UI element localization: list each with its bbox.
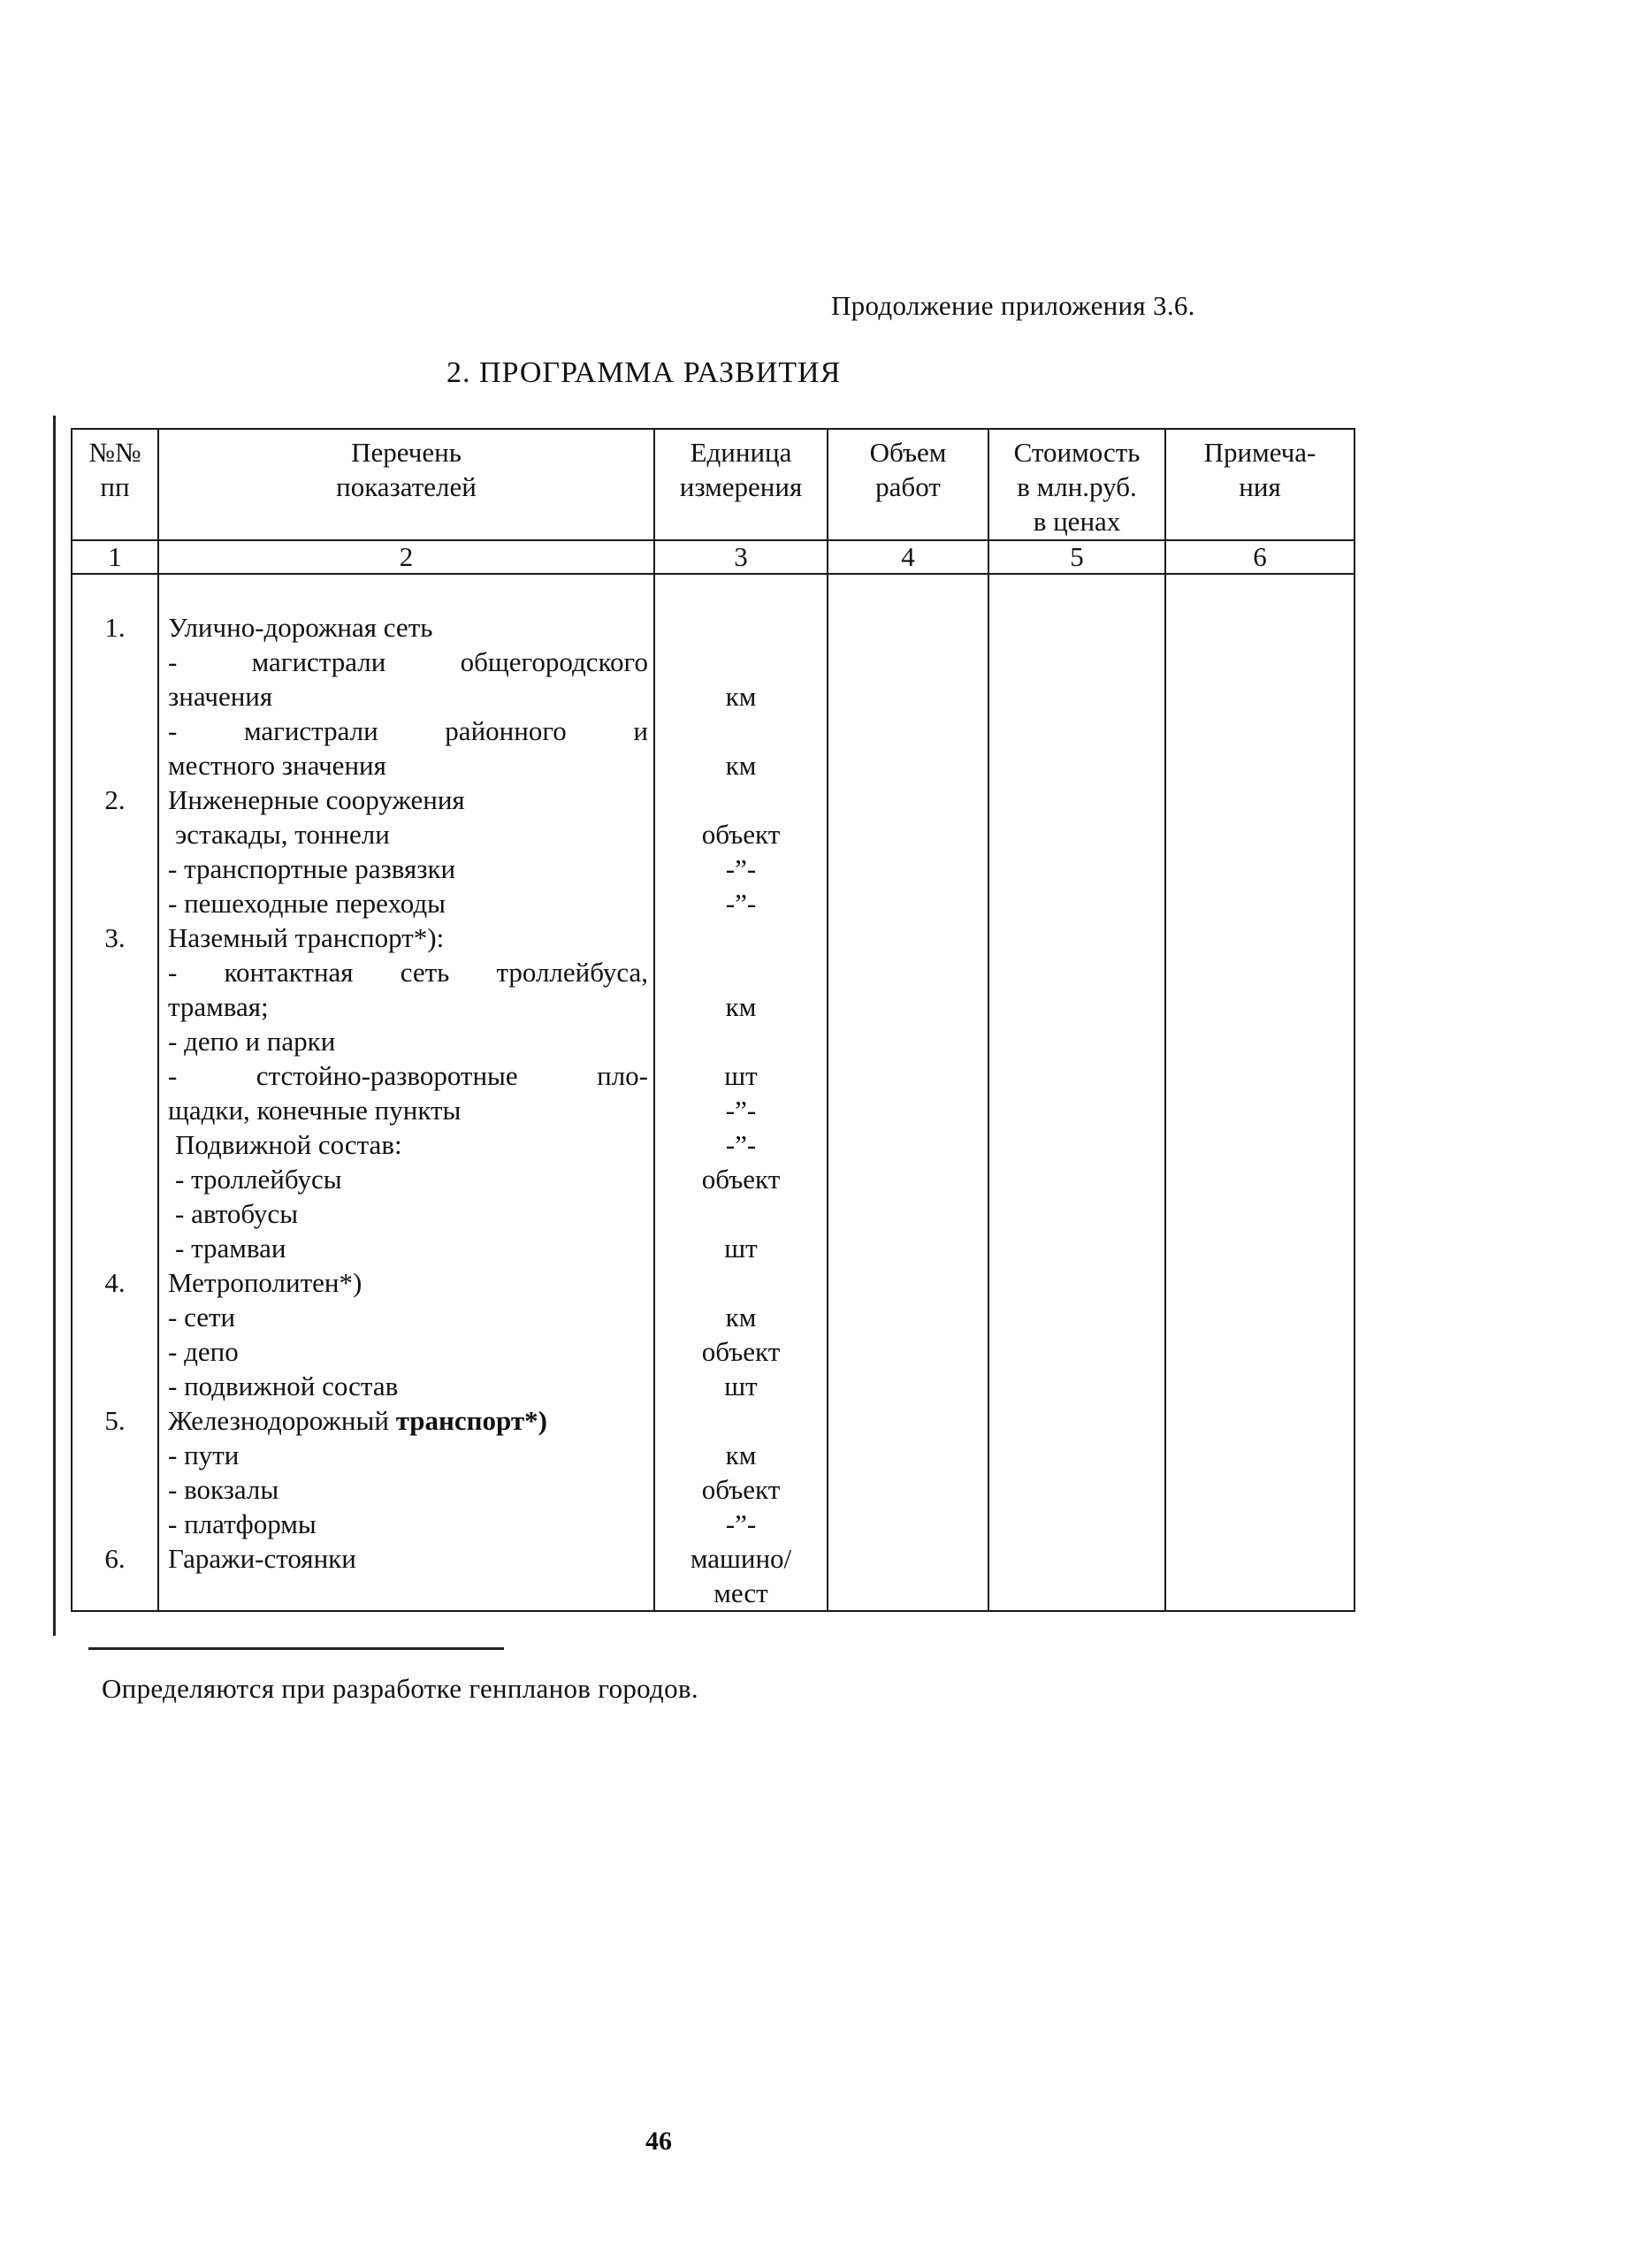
row-indicator: Инженерные сооружения [158,783,654,817]
row-number [72,748,158,783]
table-row [72,1093,1354,1127]
row-number: 6. [72,1541,158,1576]
footnote-text: Определяются при разработке генпланов городов. [102,1673,698,1704]
table-row [72,645,1354,679]
row-indicator: эстакады, тоннели [158,817,654,851]
table-row [72,920,1354,955]
row-number [72,851,158,886]
table-row [72,1024,1354,1058]
row-indicator: местного значения [158,748,654,783]
table-row [72,1403,1354,1438]
row-indicator: Наземный транспорт*): [158,920,654,955]
row-indicator: - транспортные развязки [158,851,654,886]
row-number [72,1196,158,1231]
row-indicator: - автобусы [158,1196,654,1231]
table-row [72,989,1354,1024]
row-indicator: - пути [158,1438,654,1472]
header-line: ния [1239,471,1281,502]
header-col-volume [828,429,988,540]
row-unit: -”- [654,1127,828,1162]
margin-rule [53,416,56,1636]
row-indicator: - трамваи [158,1231,654,1265]
row-number [72,1438,158,1472]
row-unit [654,783,828,817]
header-line: Объем [869,437,947,468]
table-row [72,1334,1354,1369]
row-unit: км [654,1438,828,1472]
table-row [72,748,1354,783]
table-row [72,1265,1354,1300]
row-indicator: - контактная сеть троллейбуса, [158,955,654,989]
row-unit: объект [654,817,828,851]
row-number [72,1472,158,1507]
table-header-row [72,429,1354,540]
row-number [72,1300,158,1334]
row-unit: км [654,748,828,783]
header-line: Единица [690,437,792,468]
table-row [72,886,1354,920]
header-col-number [72,429,158,540]
row-indicator: щадки, конечные пункты [158,1093,654,1127]
table-body [72,574,1354,1611]
row-indicator: Подвижной состав: [158,1127,654,1162]
table-row [72,1472,1354,1507]
table-row [72,610,1354,645]
row-indicator: - троллейбусы [158,1162,654,1196]
table-spacer-row [72,574,1354,610]
row-number [72,714,158,748]
header-line: в ценах [1033,506,1121,537]
table-row [72,1196,1354,1231]
row-number [72,1093,158,1127]
row-indicator: - платформы [158,1507,654,1541]
row-indicator: - депо [158,1334,654,1369]
row-unit: шт [654,1058,828,1093]
row-indicator: - магистрали районного и [158,714,654,748]
row-number: 3. [72,920,158,955]
indicator-part: Железнодорожный [168,1405,396,1436]
table-row [72,714,1354,748]
row-number [72,1231,158,1265]
row-unit [654,1024,828,1058]
table-row [72,955,1354,989]
row-number [72,1127,158,1162]
row-indicator: - магистрали общегородского [158,645,654,679]
table-row [72,1058,1354,1093]
header-line: в млн.руб. [1017,471,1137,502]
footnote-rule [88,1647,504,1650]
table-row [72,817,1354,851]
header-line: пп [100,471,130,502]
row-unit: -”- [654,1093,828,1127]
table-row [72,1162,1354,1196]
row-unit: шт [654,1369,828,1403]
row-number [72,955,158,989]
row-indicator [158,1403,654,1438]
indicator-part-bold: транспорт*) [395,1405,547,1436]
table-row [72,783,1354,817]
row-unit: объект [654,1472,828,1507]
row-number [72,1576,158,1611]
row-unit: км [654,989,828,1024]
row-indicator: трамвая; [158,989,654,1024]
row-indicator: - пешеходные переходы [158,886,654,920]
row-unit [654,714,828,748]
row-unit: мест [654,1576,828,1611]
row-number: 5. [72,1403,158,1438]
row-unit [654,1265,828,1300]
row-number [72,1024,158,1058]
header-col-indicators [158,429,654,540]
table-row [72,1231,1354,1265]
row-indicator [158,1576,654,1611]
row-number: 2. [72,783,158,817]
column-number: 1 [72,540,158,574]
row-number [72,886,158,920]
row-unit: машино/ [654,1541,828,1576]
row-unit: объект [654,1162,828,1196]
table-row [72,1576,1354,1611]
row-unit [654,645,828,679]
row-indicator: - депо и парки [158,1024,654,1058]
header-col-cost [988,429,1165,540]
row-unit [654,955,828,989]
column-number: 5 [988,540,1165,574]
row-number [72,645,158,679]
header-line: показателей [336,471,477,502]
row-unit [654,920,828,955]
header-line: Примеча- [1203,437,1316,468]
header-line: измерения [679,471,803,502]
row-indicator: - стстойно-разворотные пло- [158,1058,654,1093]
table-row [72,851,1354,886]
row-number [72,989,158,1024]
header-line: Стоимость [1013,437,1141,468]
row-unit [654,1403,828,1438]
page-number: 46 [645,2127,672,2156]
table-row [72,679,1354,714]
header-col-unit [654,429,828,540]
table-row [72,1438,1354,1472]
row-indicator: - сети [158,1300,654,1334]
row-number: 4. [72,1265,158,1300]
development-program-table [71,428,1355,1612]
column-number: 6 [1165,540,1354,574]
row-number [72,817,158,851]
row-indicator: Гаражи-стоянки [158,1541,654,1576]
row-indicator: Метрополитен*) [158,1265,654,1300]
row-unit: км [654,679,828,714]
row-number: 1. [72,610,158,645]
row-number [72,1058,158,1093]
section-title: 2. ПРОГРАММА РАЗВИТИЯ [446,356,842,389]
row-number [72,1369,158,1403]
row-indicator: значения [158,679,654,714]
column-number: 2 [158,540,654,574]
row-unit [654,1196,828,1231]
row-number [72,1334,158,1369]
row-unit: км [654,1300,828,1334]
row-unit: -”- [654,886,828,920]
header-line: Перечень [351,437,462,468]
table-row [72,1507,1354,1541]
table-row [72,1369,1354,1403]
column-number: 3 [654,540,828,574]
row-unit [654,610,828,645]
row-unit: -”- [654,1507,828,1541]
row-number [72,1507,158,1541]
continuation-caption: Продолжение приложения 3.6. [831,290,1195,321]
table-row [72,1300,1354,1334]
row-unit: шт [654,1231,828,1265]
header-col-notes [1165,429,1354,540]
column-number-row [72,540,1354,574]
row-indicator: - вокзалы [158,1472,654,1507]
row-unit: -”- [654,851,828,886]
header-line: №№ [88,437,141,468]
table-row [72,1541,1354,1576]
table-row [72,1127,1354,1162]
row-number [72,1162,158,1196]
column-number: 4 [828,540,988,574]
row-indicator: Улично-дорожная сеть [158,610,654,645]
row-unit: объект [654,1334,828,1369]
header-line: работ [875,471,941,502]
row-indicator: - подвижной состав [158,1369,654,1403]
row-number [72,679,158,714]
